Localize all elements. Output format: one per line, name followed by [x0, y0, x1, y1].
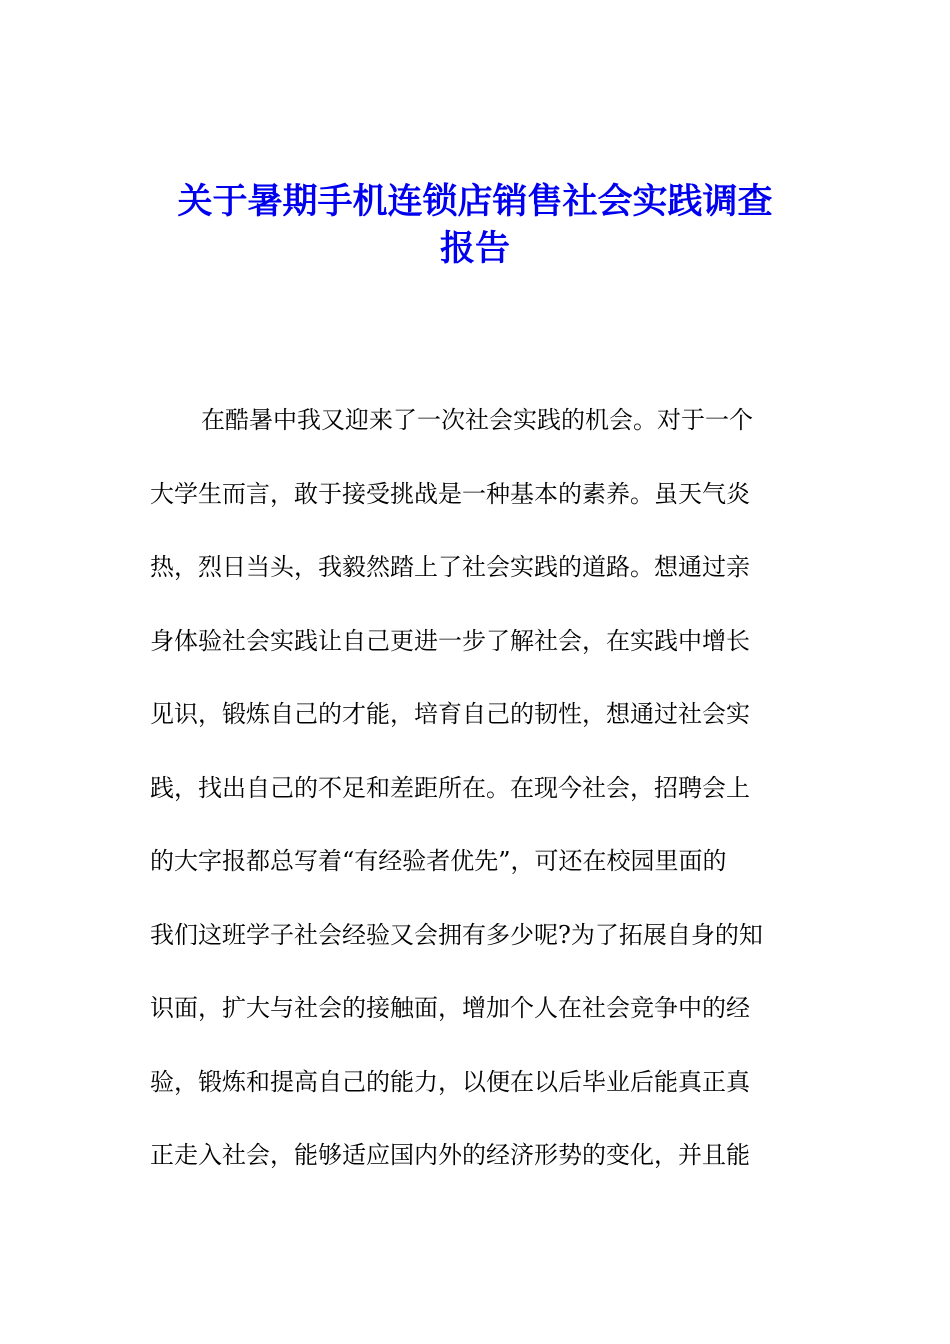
body-paragraph [150, 384, 810, 1193]
body-line: 身体验社会实践让自己更进一步了解社会，在实践中增长 [150, 626, 750, 655]
body-line: 正走入社会，能够适应国内外的经济形势的变化，并且能 [150, 1141, 750, 1169]
body-line: 验，锻炼和提高自己的能力，以便在以后毕业后能真正真 [150, 1067, 750, 1096]
body-line: 践，找出自己的不足和差距所在。在现今社会，招聘会上 [150, 773, 750, 802]
body-line: 识面，扩大与社会的接触面，增加个人在社会竞争中的经 [150, 994, 750, 1022]
body-line: 我们这班学子社会经验又会拥有多少呢?为了拓展自身的知 [150, 920, 763, 949]
body-line: 在酷暑中我又迎来了一次社会实践的机会。对于一个 [201, 406, 753, 434]
title-line-1: 关于暑期手机连锁店销售社会实践调查 [177, 181, 773, 222]
title-line-2: 报告 [439, 228, 510, 269]
document-title [100, 178, 850, 272]
body-line: 的大字报都总写着“有经验者优先”，可还在校园里面的 [150, 847, 727, 875]
body-line: 见识，锻炼自己的才能，培育自己的韧性，想通过社会实 [150, 700, 750, 728]
body-line: 大学生而言，敢于接受挑战是一种基本的素养。虽天气炎 [150, 479, 750, 508]
body-line: 热，烈日当头，我毅然踏上了社会实践的道路。想通过亲 [150, 553, 750, 581]
